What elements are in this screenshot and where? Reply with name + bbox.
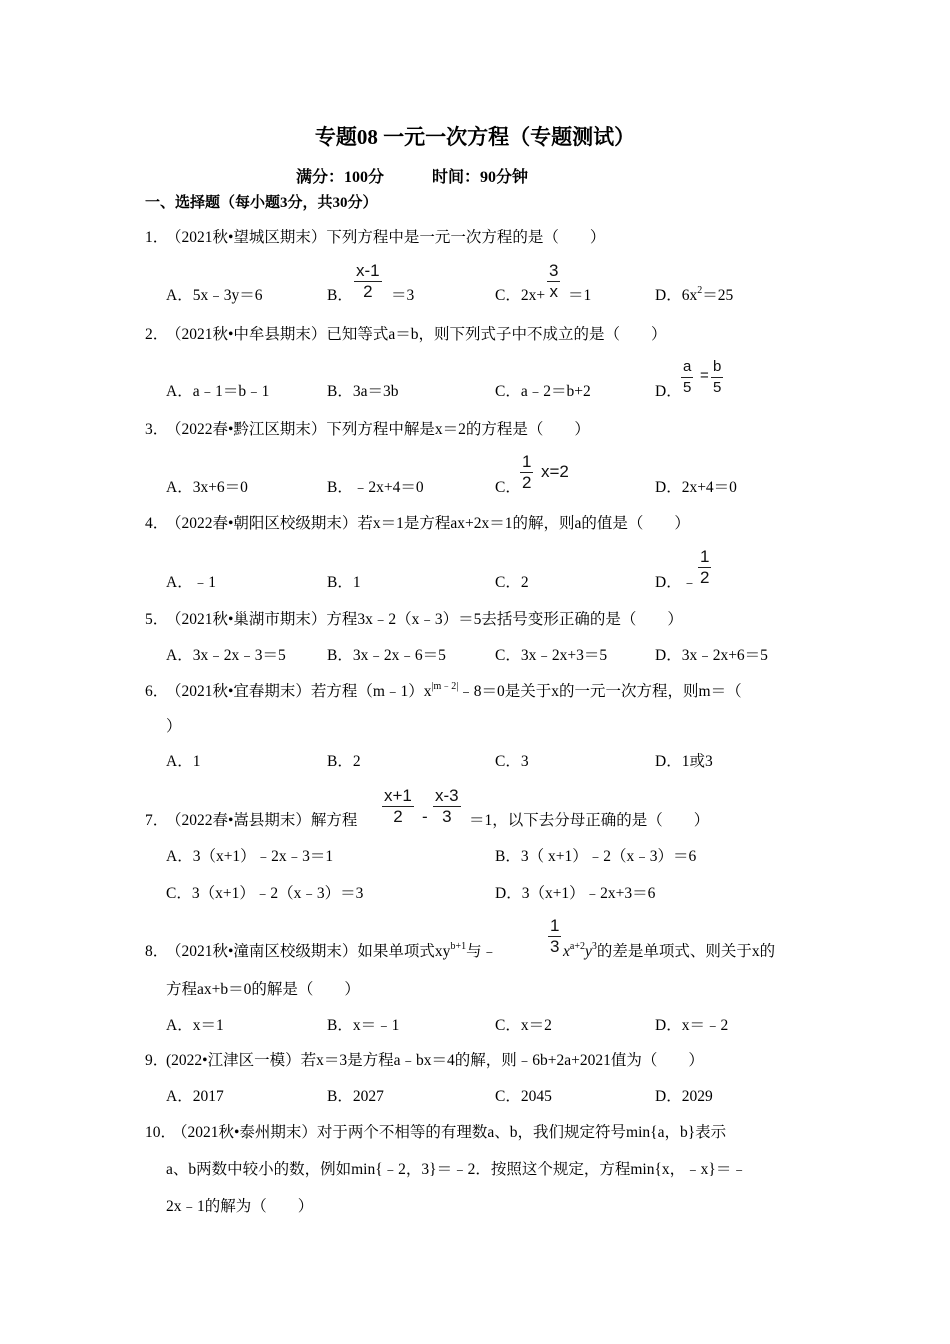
option-d-label: D．6x	[655, 287, 698, 304]
option-b: B．﹣2x+4＝0	[327, 479, 424, 496]
exponent: 3	[591, 941, 597, 952]
question-stem-tail	[563, 942, 775, 962]
fraction-numerator: a	[683, 358, 692, 375]
question-stem: （2022春•嵩县期末）解方程	[166, 812, 358, 829]
option-b-label: B．	[327, 287, 353, 304]
question-stem: （2021秋•望城区期末）下列方程中是一元一次方程的是（ ）	[166, 229, 606, 246]
option-d-tail: ＝25	[702, 287, 734, 304]
question-number: 2．	[145, 326, 169, 343]
option-d-fraction-a	[681, 357, 693, 398]
variable: y	[584, 943, 592, 960]
variable: x	[563, 943, 570, 960]
option-a: A．x＝1	[166, 1017, 224, 1034]
question-number: 5．	[145, 611, 169, 628]
option-d: D．2029	[655, 1088, 713, 1105]
option-a: A．1	[166, 753, 201, 770]
question-stem: （2022春•朝阳区校级期末）若x＝1是方程ax+2x＝1的解，则a的值是（ ）	[166, 515, 690, 532]
minus-sign: -	[422, 807, 428, 826]
option-c: C．2	[495, 574, 529, 591]
fraction-denominator: 3	[442, 807, 452, 826]
question-stem: （2022春•黔江区期末）下列方程中解是x＝2的方程是（ ）	[166, 421, 590, 438]
stem-part: ﹣8＝0是关于x的一元一次方程，则m＝（	[458, 683, 742, 700]
option-b-fraction	[354, 261, 382, 302]
option-b: B．2027	[327, 1088, 384, 1105]
exponent: |m﹣2|	[431, 681, 459, 692]
question-number: 4．	[145, 515, 169, 532]
option-c: C．x＝2	[495, 1017, 552, 1034]
fraction-numerator: x-3	[435, 786, 459, 805]
fraction-numerator: b	[713, 358, 722, 375]
question-stem-continued: ）	[166, 718, 182, 735]
option-b-tail: ＝3	[391, 287, 415, 304]
section-heading: 一、选择题（每小题3分，共30分）	[145, 195, 378, 211]
option-c-fraction	[520, 452, 533, 493]
option-c: C．3	[495, 753, 529, 770]
stem-part: （2021秋•潼南区校级期末）如果单项式xy	[166, 943, 451, 960]
option-b: B．3x﹣2x﹣6＝5	[327, 647, 446, 664]
option-d: D．2x+4＝0	[655, 479, 737, 496]
option-c-fraction	[547, 261, 560, 302]
question-stem-tail: ＝1，以下去分母正确的是（ ）	[469, 812, 710, 829]
option-b: B．x＝﹣1	[327, 1017, 400, 1034]
question-number: 3．	[145, 421, 169, 438]
option-d: D．x＝﹣2	[655, 1017, 729, 1034]
question-stem: (2022•江津区一模）若x＝3是方程a﹣bx＝4的解，则﹣6b+2a+2021值为（ ）	[166, 1052, 704, 1069]
question-stem	[166, 682, 742, 702]
fraction-denominator: 2	[700, 568, 710, 587]
option-b: B．1	[327, 574, 361, 591]
option-c-tail: ＝1	[568, 287, 592, 304]
question-number: 6．	[145, 683, 169, 700]
fraction-numerator: 1	[550, 916, 560, 935]
full-score: 满分：100分	[296, 169, 385, 186]
question-number: 9．	[145, 1052, 169, 1069]
fraction-denominator: 3	[550, 937, 560, 956]
exponent: a+2	[569, 941, 585, 952]
question-stem: （2021秋•中牟县期末）已知等式a＝b，则下列式子中不成立的是（ ）	[166, 326, 667, 343]
fraction-denominator: 5	[683, 379, 692, 396]
stem-part: 的差是单项式、则关于x的	[596, 943, 776, 960]
fraction-x-minus-3-over-3	[433, 786, 461, 827]
option-d-exponent: 2	[697, 285, 703, 296]
question-stem-line-3: 2x﹣1的解为（ ）	[166, 1198, 314, 1215]
fraction-numerator: 1	[522, 452, 532, 471]
option-d	[655, 286, 733, 306]
option-a: A．5x﹣3y＝6	[166, 287, 263, 304]
option-a: A．3x﹣2x﹣3＝5	[166, 647, 286, 664]
option-d: D．3x﹣2x+6＝5	[655, 647, 768, 664]
question-number: 8．	[145, 943, 169, 960]
option-b: B．2	[327, 753, 361, 770]
fraction-denominator: 2	[393, 807, 403, 826]
option-a: A．2017	[166, 1088, 224, 1105]
stem-part: 与﹣	[466, 943, 498, 960]
time-limit: 时间：90分钟	[432, 169, 529, 186]
question-number: 1．	[145, 229, 169, 246]
option-d-fraction-b	[711, 357, 723, 398]
exponent: b+1	[450, 941, 467, 952]
option-a: A．3（x+1）﹣2x﹣3＝1	[166, 848, 334, 865]
option-d-label: D．	[655, 383, 682, 400]
fraction-denominator: 2	[363, 282, 373, 301]
fraction-denominator: x	[549, 282, 558, 301]
option-a: A．3x+6＝0	[166, 479, 248, 496]
question-stem: （2021秋•巢湖市期末）方程3x﹣2（x﹣3）＝5去括号变形正确的是（ ）	[166, 611, 683, 628]
option-d: D．1或3	[655, 753, 713, 770]
option-c: C．2045	[495, 1088, 552, 1105]
equals-sign: =	[700, 367, 709, 384]
option-c: C．a﹣2＝b+2	[495, 383, 591, 400]
option-d: D．3（x+1）﹣2x+3＝6	[495, 885, 656, 902]
option-d-label: D．﹣	[655, 574, 698, 591]
question-number: 10．	[145, 1124, 177, 1141]
option-a: A．a﹣1＝b﹣1	[166, 383, 270, 400]
stem-part: （2021秋•宜春期末）若方程（m﹣1）x	[166, 683, 432, 700]
page-title: 专题08 一元一次方程（专题测试）	[314, 125, 636, 149]
question-stem-continued: 方程ax+b＝0的解是（ ）	[166, 981, 360, 998]
fraction-numerator: x+1	[384, 786, 412, 805]
fraction-numerator: 3	[549, 261, 559, 280]
option-c: C．3x﹣2x+3＝5	[495, 647, 608, 664]
fraction-one-third	[548, 916, 561, 957]
option-b: B．3（ x+1）﹣2（x﹣3）＝6	[495, 848, 697, 865]
option-c-label: C．2x+	[495, 287, 546, 304]
question-stem	[166, 942, 497, 962]
fraction-numerator: x-1	[356, 261, 380, 280]
question-stem-line-2: a、b两数中较小的数，例如min{﹣2，3}＝﹣2．按照这个规定，方程min{x，﹣x}＝﹣	[166, 1161, 747, 1178]
question-stem: （2021秋•泰州期末）对于两个不相等的有理数a、b，我们规定符号min{a，b}表示	[172, 1124, 727, 1141]
fraction-x-plus-1-over-2	[382, 786, 414, 827]
fraction-numerator: 1	[700, 547, 710, 566]
fraction-denominator: 2	[522, 473, 532, 492]
option-c-tail: x=2	[541, 462, 569, 481]
option-c-label: C．	[495, 479, 521, 496]
fraction-denominator: 5	[713, 379, 722, 396]
option-b: B．3a＝3b	[327, 383, 399, 400]
option-a: A．﹣1	[166, 574, 216, 591]
option-c: C．3（x+1）﹣2（x﹣3）＝3	[166, 885, 364, 902]
question-number: 7．	[145, 812, 169, 829]
option-d-fraction	[698, 547, 711, 588]
